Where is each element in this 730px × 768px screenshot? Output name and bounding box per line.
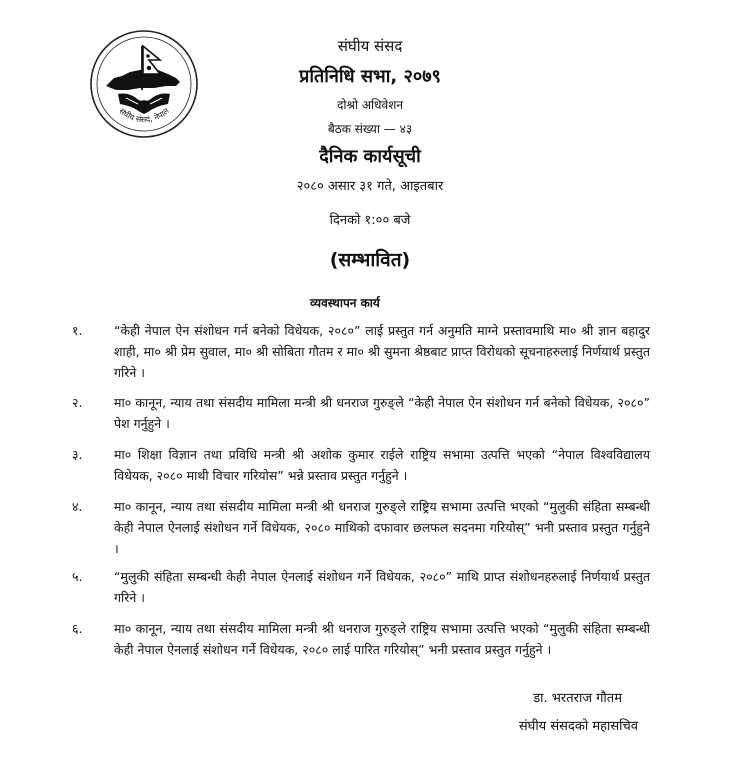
item-number: ६.	[72, 621, 83, 636]
item-number: ४.	[72, 499, 83, 514]
logo-label: संघीय संसद, नेपाल	[117, 106, 171, 125]
time: दिनको १:०० बजे	[329, 213, 411, 228]
signatory-name: डा. भरतराज गौतम	[533, 691, 622, 706]
signatory-title: संघीय संसदको महासचिव	[518, 719, 638, 734]
date: २०८० असार ३१ गते, आइतबार	[296, 179, 444, 194]
item-number: ५.	[72, 569, 83, 584]
item-number: ३.	[72, 447, 83, 462]
item-text: “मुलुकी संहिता सम्बन्धी केही नेपाल ऐनलाई संशोधन गर्ने विधेयक, २०८०” माथि प्राप्त संशोधनहरुलाई निर्णयार्थ प्रस्तुत गरिने ।	[114, 569, 650, 605]
item-text: “केही नेपाल ऐन संशोधन गर्न बनेको विधेयक, २०८०” लाई प्रस्तुत गर्न अनुमति माग्ने प्रस्तावमाथि मा० श्री ज्ञान बहादुर शाही, मा० श्री प्रेम सुवाल, मा० श्री सोबिता गौतम र मा० श्री सुमना श्रेष्ठबाट प्राप्त विरोधको सूचनाहरुलाई निर्णयार्थ प्रस्तुत गरिने ।	[114, 323, 650, 380]
svg-text:संघीय संसद, नेपाल	[117, 106, 171, 124]
item-number: १.	[72, 323, 83, 338]
house-title: प्रतिनिधि सभा, २०७९	[299, 66, 441, 87]
document-title: दैनिक कार्यसूची	[319, 146, 421, 167]
meeting-number: बैठक संख्या — ४३	[327, 122, 413, 136]
section-title: व्यवस्थापन कार्य	[310, 296, 380, 310]
item-text: मा० कानून, न्याय तथा संसदीय मामिला मन्त्री श्री धनराज गुरुङ्ले राष्ट्रिय सभामा उत्पत्ति भएको “मुलुकी संहिता सम्बन्धी केही नेपाल ऐनलाई संशोधन गर्ने विधेयक, २०८० माथिको दफावार छलफल सदनमा गरियोस्” भनी प्रस्ताव प्रस्तुत गर्नुहुने ।	[114, 499, 650, 556]
session: दोश्रो अधिवेशन	[336, 98, 404, 112]
parliament-name: संघीय संसद	[337, 37, 403, 55]
item-text: मा० शिक्षा विज्ञान तथा प्रविधि मन्त्री श्री अशोक कुमार राईले राष्ट्रिय सभामा उत्पत्ति भएको “नेपाल विश्वविद्यालय विधेयक, २०८० माथी विचार गरियोस” भन्ने प्रस्ताव प्रस्तुत गर्नुहुने ।	[114, 447, 650, 483]
item-text: मा० कानून, न्याय तथा संसदीय मामिला मन्त्री श्री धनराज गुरुङ्ले “केही नेपाल ऐन संशोधन गर्न बनेको विधेयक, २०८०” पेश गर्नुहुने ।	[114, 395, 650, 431]
item-number: २.	[72, 395, 83, 410]
item-text: मा० कानून, न्याय तथा संसदीय मामिला मन्त्री श्री धनराज गुरुङ्ले राष्ट्रिय सभामा उत्पत्ति भएको “मुलुकी संहिता सम्बन्धी केही नेपाल ऐनलाई संशोधन गर्ने विधेयक, २०८० लाई पारित गरियोस्” भनी प्रस्ताव प्रस्तुत गर्नुहुने ।	[114, 621, 650, 657]
tentative-label: (सम्भावित)	[329, 249, 411, 271]
